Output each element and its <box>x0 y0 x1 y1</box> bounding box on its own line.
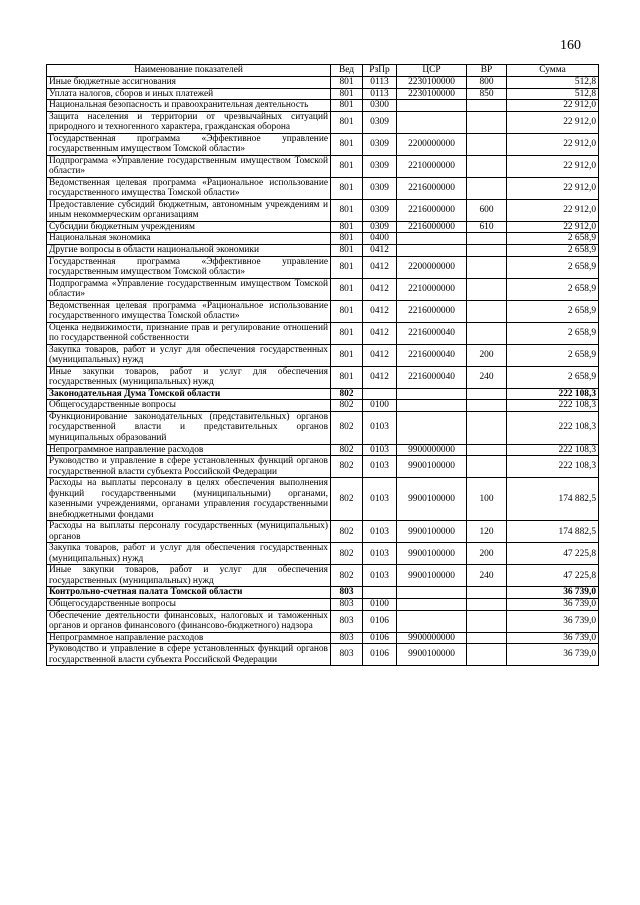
cell-vr <box>467 400 507 412</box>
cell-sum: 512,8 <box>507 77 599 89</box>
cell-ved: 801 <box>331 155 363 177</box>
cell-name: Контрольно-счетная палата Томской области <box>47 587 331 599</box>
cell-ved: 801 <box>331 244 363 256</box>
cell-rzpr: 0103 <box>363 543 397 565</box>
cell-ved: 801 <box>331 221 363 233</box>
table-row <box>47 100 599 112</box>
cell-csr: 2210000000 <box>397 278 467 300</box>
cell-ved: 802 <box>331 565 363 587</box>
cell-name: Национальная безопасность и правоохранительная деятельность <box>47 100 331 112</box>
cell-name: Иные закупки товаров, работ и услуг для обеспечения государственных (муниципальных) нужд <box>47 565 331 587</box>
table-row <box>47 233 599 245</box>
cell-sum: 2 658,9 <box>507 256 599 278</box>
cell-ved: 802 <box>331 444 363 456</box>
cell-vr <box>467 610 507 632</box>
cell-sum: 22 912,0 <box>507 221 599 233</box>
cell-rzpr: 0113 <box>363 88 397 100</box>
cell-ved: 803 <box>331 598 363 610</box>
cell-ved: 803 <box>331 610 363 632</box>
cell-name: Ведомственная целевая программа «Рациональное использование государственного имущества Томской области» <box>47 300 331 322</box>
header-ved: Вед <box>331 65 363 77</box>
cell-ved: 801 <box>331 366 363 388</box>
table-row <box>47 598 599 610</box>
cell-name: Законодательная Дума Томской области <box>47 388 331 400</box>
cell-rzpr: 0412 <box>363 366 397 388</box>
cell-ved: 801 <box>331 111 363 133</box>
cell-sum: 2 658,9 <box>507 233 599 245</box>
cell-rzpr: 0400 <box>363 233 397 245</box>
budget-table <box>46 64 599 666</box>
cell-name: Расходы на выплаты персоналу государственных (муниципальных) органов <box>47 521 331 543</box>
cell-csr <box>397 244 467 256</box>
cell-rzpr: 0106 <box>363 632 397 644</box>
cell-vr: 240 <box>467 366 507 388</box>
cell-ved: 801 <box>331 233 363 245</box>
cell-name: Иные бюджетные ассигнования <box>47 77 331 89</box>
cell-csr: 9900100000 <box>397 565 467 587</box>
table-row <box>47 155 599 177</box>
cell-rzpr: 0309 <box>363 221 397 233</box>
cell-vr <box>467 133 507 155</box>
cell-ved: 801 <box>331 100 363 112</box>
cell-sum: 47 225,8 <box>507 565 599 587</box>
cell-rzpr <box>363 587 397 599</box>
cell-ved: 801 <box>331 199 363 221</box>
cell-name: Иные закупки товаров, работ и услуг для обеспечения государственных (муниципальных) нужд <box>47 366 331 388</box>
cell-vr <box>467 256 507 278</box>
table-row <box>47 521 599 543</box>
table-row <box>47 610 599 632</box>
cell-csr <box>397 610 467 632</box>
cell-sum: 222 108,3 <box>507 444 599 456</box>
cell-sum: 2 658,9 <box>507 300 599 322</box>
cell-sum: 222 108,3 <box>507 388 599 400</box>
cell-csr: 9900000000 <box>397 444 467 456</box>
cell-sum: 22 912,0 <box>507 155 599 177</box>
cell-ved: 802 <box>331 411 363 444</box>
cell-name: Подпрограмма «Управление государственным имуществом Томской области» <box>47 278 331 300</box>
cell-name: Руководство и управление в сфере установленных функций органов государственной власти субъекта Российской Федерации <box>47 456 331 478</box>
cell-csr <box>397 100 467 112</box>
cell-ved: 801 <box>331 300 363 322</box>
cell-ved: 801 <box>331 88 363 100</box>
cell-sum: 222 108,3 <box>507 400 599 412</box>
cell-csr <box>397 411 467 444</box>
cell-csr <box>397 400 467 412</box>
cell-vr: 200 <box>467 543 507 565</box>
cell-csr: 2230100000 <box>397 77 467 89</box>
cell-sum: 36 739,0 <box>507 632 599 644</box>
cell-sum: 222 108,3 <box>507 411 599 444</box>
cell-csr: 2216000000 <box>397 199 467 221</box>
cell-name: Другие вопросы в области национальной экономики <box>47 244 331 256</box>
cell-ved: 802 <box>331 478 363 521</box>
cell-name: Общегосударственные вопросы <box>47 400 331 412</box>
cell-rzpr: 0412 <box>363 244 397 256</box>
cell-name: Национальная экономика <box>47 233 331 245</box>
table-row <box>47 388 599 400</box>
cell-vr: 240 <box>467 565 507 587</box>
cell-ved: 801 <box>331 177 363 199</box>
cell-rzpr: 0309 <box>363 155 397 177</box>
cell-csr <box>397 111 467 133</box>
cell-ved: 803 <box>331 644 363 666</box>
cell-vr <box>467 233 507 245</box>
cell-name: Предоставление субсидий бюджетным, автономным учреждениям и иным некоммерческим организациям <box>47 199 331 221</box>
table-row <box>47 77 599 89</box>
cell-csr: 2216000000 <box>397 177 467 199</box>
cell-csr: 2210000000 <box>397 155 467 177</box>
cell-rzpr: 0309 <box>363 199 397 221</box>
table-row <box>47 456 599 478</box>
cell-vr <box>467 411 507 444</box>
table-row <box>47 411 599 444</box>
cell-name: Защита населения и территории от чрезвычайных ситуаций природного и техногенного характера, гражданская оборона <box>47 111 331 133</box>
cell-sum: 2 658,9 <box>507 278 599 300</box>
cell-sum: 174 882,5 <box>507 478 599 521</box>
cell-csr <box>397 598 467 610</box>
cell-rzpr: 0106 <box>363 644 397 666</box>
cell-sum: 2 658,9 <box>507 344 599 366</box>
table-row <box>47 344 599 366</box>
table-row <box>47 300 599 322</box>
cell-vr <box>467 444 507 456</box>
cell-vr <box>467 598 507 610</box>
header-csr: ЦСР <box>397 65 467 77</box>
cell-ved: 801 <box>331 344 363 366</box>
cell-ved: 803 <box>331 587 363 599</box>
cell-ved: 801 <box>331 278 363 300</box>
cell-vr: 800 <box>467 77 507 89</box>
header-sum: Сумма <box>507 65 599 77</box>
cell-name: Оценка недвижимости, признание прав и регулирование отношений по государственной собственности <box>47 322 331 344</box>
table-row <box>47 587 599 599</box>
cell-sum: 22 912,0 <box>507 177 599 199</box>
cell-rzpr: 0300 <box>363 100 397 112</box>
table-row <box>47 244 599 256</box>
cell-sum: 36 739,0 <box>507 587 599 599</box>
cell-name: Закупка товаров, работ и услуг для обеспечения государственных (муниципальных) нужд <box>47 543 331 565</box>
cell-vr <box>467 456 507 478</box>
cell-name: Закупка товаров, работ и услуг для обеспечения государственных (муниципальных) нужд <box>47 344 331 366</box>
cell-vr: 850 <box>467 88 507 100</box>
table-row <box>47 565 599 587</box>
cell-sum: 2 658,9 <box>507 366 599 388</box>
cell-name: Уплата налогов, сборов и иных платежей <box>47 88 331 100</box>
cell-rzpr: 0412 <box>363 278 397 300</box>
table-row <box>47 111 599 133</box>
table-row <box>47 366 599 388</box>
table-row <box>47 256 599 278</box>
cell-vr <box>467 644 507 666</box>
cell-csr: 2216000040 <box>397 366 467 388</box>
cell-vr <box>467 100 507 112</box>
cell-vr <box>467 322 507 344</box>
cell-name: Государственная программа «Эффективное управление государственным имуществом Томской области» <box>47 256 331 278</box>
cell-rzpr: 0100 <box>363 400 397 412</box>
cell-rzpr: 0103 <box>363 456 397 478</box>
cell-sum: 22 912,0 <box>507 111 599 133</box>
cell-rzpr: 0412 <box>363 300 397 322</box>
table-body <box>47 77 599 666</box>
cell-vr <box>467 111 507 133</box>
table-row <box>47 278 599 300</box>
cell-rzpr: 0412 <box>363 344 397 366</box>
cell-rzpr: 0103 <box>363 565 397 587</box>
cell-name: Подпрограмма «Управление государственным имуществом Томской области» <box>47 155 331 177</box>
cell-sum: 174 882,5 <box>507 521 599 543</box>
header-rzpr: РзПр <box>363 65 397 77</box>
cell-name: Общегосударственные вопросы <box>47 598 331 610</box>
cell-name: Руководство и управление в сфере установленных функций органов государственной власти субъекта Российской Федерации <box>47 644 331 666</box>
header-vr: ВР <box>467 65 507 77</box>
cell-ved: 803 <box>331 632 363 644</box>
cell-ved: 802 <box>331 521 363 543</box>
cell-vr <box>467 388 507 400</box>
cell-rzpr: 0412 <box>363 256 397 278</box>
cell-sum: 222 108,3 <box>507 456 599 478</box>
cell-sum: 22 912,0 <box>507 199 599 221</box>
cell-csr: 2216000000 <box>397 300 467 322</box>
cell-ved: 801 <box>331 133 363 155</box>
cell-vr <box>467 632 507 644</box>
cell-ved: 801 <box>331 256 363 278</box>
table-row <box>47 177 599 199</box>
cell-ved: 801 <box>331 322 363 344</box>
page-number: 160 <box>560 38 581 53</box>
cell-csr: 9900000000 <box>397 632 467 644</box>
cell-csr: 2200000000 <box>397 256 467 278</box>
cell-sum: 36 739,0 <box>507 598 599 610</box>
cell-name: Ведомственная целевая программа «Рациональное использование государственного имущества Томской области» <box>47 177 331 199</box>
table-row <box>47 221 599 233</box>
cell-csr <box>397 388 467 400</box>
cell-rzpr: 0103 <box>363 411 397 444</box>
cell-rzpr: 0412 <box>363 322 397 344</box>
cell-vr: 100 <box>467 478 507 521</box>
cell-vr: 600 <box>467 199 507 221</box>
table-row <box>47 199 599 221</box>
cell-sum: 36 739,0 <box>507 644 599 666</box>
cell-vr <box>467 300 507 322</box>
cell-rzpr: 0309 <box>363 177 397 199</box>
cell-sum: 2 658,9 <box>507 244 599 256</box>
cell-csr: 9900100000 <box>397 456 467 478</box>
cell-rzpr: 0103 <box>363 521 397 543</box>
table-row <box>47 88 599 100</box>
cell-vr <box>467 155 507 177</box>
cell-sum: 36 739,0 <box>507 610 599 632</box>
cell-rzpr <box>363 388 397 400</box>
cell-sum: 22 912,0 <box>507 133 599 155</box>
table-row <box>47 400 599 412</box>
header-name: Наименование показателей <box>47 65 331 77</box>
table-row <box>47 322 599 344</box>
cell-ved: 801 <box>331 77 363 89</box>
table-row <box>47 632 599 644</box>
cell-csr: 2216000040 <box>397 322 467 344</box>
cell-rzpr: 0103 <box>363 478 397 521</box>
cell-sum: 22 912,0 <box>507 100 599 112</box>
cell-sum: 47 225,8 <box>507 543 599 565</box>
cell-csr: 9900100000 <box>397 644 467 666</box>
cell-ved: 802 <box>331 400 363 412</box>
cell-name: Функционирование законодательных (представительных) органов государственной власти и представительных органов муниципальных образований <box>47 411 331 444</box>
cell-rzpr: 0309 <box>363 133 397 155</box>
cell-vr <box>467 177 507 199</box>
cell-csr: 9900100000 <box>397 478 467 521</box>
cell-name: Государственная программа «Эффективное управление государственным имуществом Томской области» <box>47 133 331 155</box>
cell-rzpr: 0100 <box>363 598 397 610</box>
table-row <box>47 444 599 456</box>
cell-ved: 802 <box>331 456 363 478</box>
cell-vr: 610 <box>467 221 507 233</box>
cell-name: Непрограммное направление расходов <box>47 632 331 644</box>
cell-csr: 2216000040 <box>397 344 467 366</box>
cell-name: Непрограммное направление расходов <box>47 444 331 456</box>
cell-name: Расходы на выплаты персоналу в целях обеспечения выполнения функций государственными (муниципальными) органами, казенными учреждениями, органами управления государственными внебюджетными фондами <box>47 478 331 521</box>
cell-ved: 802 <box>331 388 363 400</box>
cell-rzpr: 0106 <box>363 610 397 632</box>
cell-csr: 2216000000 <box>397 221 467 233</box>
cell-name: Обеспечение деятельности финансовых, налоговых и таможенных органов и органов финансового (финансово-бюджетного) надзора <box>47 610 331 632</box>
cell-csr: 9900100000 <box>397 543 467 565</box>
cell-name: Субсидии бюджетным учреждениям <box>47 221 331 233</box>
cell-rzpr: 0103 <box>363 444 397 456</box>
cell-vr <box>467 244 507 256</box>
cell-csr: 2230100000 <box>397 88 467 100</box>
cell-vr <box>467 587 507 599</box>
cell-sum: 512,8 <box>507 88 599 100</box>
table-row <box>47 543 599 565</box>
table-row <box>47 644 599 666</box>
cell-sum: 2 658,9 <box>507 322 599 344</box>
cell-csr <box>397 233 467 245</box>
cell-csr: 9900100000 <box>397 521 467 543</box>
table-row <box>47 133 599 155</box>
table-row <box>47 478 599 521</box>
cell-rzpr: 0113 <box>363 77 397 89</box>
cell-csr <box>397 587 467 599</box>
cell-vr: 120 <box>467 521 507 543</box>
cell-vr <box>467 278 507 300</box>
cell-ved: 802 <box>331 543 363 565</box>
cell-rzpr: 0309 <box>363 111 397 133</box>
cell-csr: 2200000000 <box>397 133 467 155</box>
table-header-row <box>47 65 599 77</box>
cell-vr: 200 <box>467 344 507 366</box>
